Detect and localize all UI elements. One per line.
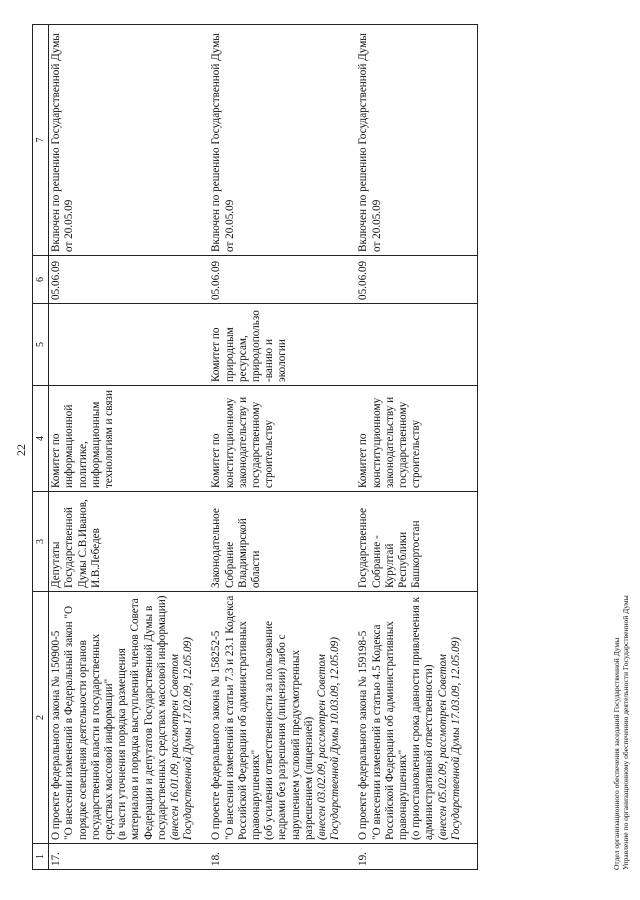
col-header-5: 5 (33, 304, 49, 386)
initiator: Депутаты Государственной Думы С.В.Иванов, И.В.Лебедев (49, 492, 210, 592)
date: 05.06.09 (49, 256, 210, 304)
decision: Включен по решению Государственной Думы от 20.05.09 (49, 25, 210, 256)
col-header-2: 2 (33, 592, 49, 844)
initiator: Законодательное Собрание Владимирской области (209, 492, 356, 592)
co-committee (356, 304, 477, 386)
bill-note: (в части уточнения порядка размещения материалов и порядка выступлений членов Совета Федерации и депутатов Государственной Думы в государственных средствах массовой информации) (116, 595, 168, 840)
header-row (33, 25, 49, 870)
bill-title: О проекте федерального закона № 159198-5 (357, 630, 370, 840)
page-number: 22 (14, 444, 28, 456)
col-header-3: 3 (33, 492, 49, 592)
bill-description (356, 592, 477, 844)
bill-status: (внесен 03.02.09, рассмотрен Советом Государственной Думы 10.03.09, 12.05.09) (316, 637, 342, 840)
co-committee: Комитет по природным ресурсам, природопользо-ванию и экологии (209, 304, 356, 386)
footer (612, 595, 630, 870)
bill-name: "О внесении изменений в статью 4.5 Кодекса Российской Федерации об административных правонарушениях" (370, 621, 410, 840)
table-row (356, 25, 477, 870)
bill-title: О проекте федерального закона № 150900-5 (50, 630, 63, 840)
decision: Включен по решению Государственной Думы от 20.05.09 (356, 25, 477, 256)
bill-note: (о приостановлении срока давности привлечения к административной ответственности) (410, 596, 436, 840)
row-number: 19. (356, 844, 477, 870)
col-header-4: 4 (33, 386, 49, 492)
col-header-6: 6 (33, 256, 49, 304)
date: 05.06.09 (209, 256, 356, 304)
bill-note: (об усилении ответственности за пользование недрами без разрешения (лицензии) либо с нарушением условий предусмотренных разрешением (лицензией) (263, 620, 315, 840)
responsible-committee: Комитет по конституционному законодательству и государственному строительству (209, 386, 356, 492)
bill-title: О проекте федерального закона № 158252-5 (210, 630, 223, 840)
table-row (209, 25, 356, 870)
bills-table (32, 24, 478, 870)
date: 05.06.09 (356, 256, 477, 304)
responsible-committee: Комитет по конституционному законодательству и государственному строительству (356, 386, 477, 492)
initiator: Государственное Собрание - Курултай Республики Башкортостан (356, 492, 477, 592)
footer-line-1: Отдел организационного обеспечения заседаний Государственной Думы (612, 637, 621, 870)
bill-description (209, 592, 356, 844)
bill-description (49, 592, 210, 844)
bill-status: (внесен 05.02.09, рассмотрен Советом Государственной Думы 17.03.09, 12.05.09) (436, 637, 462, 840)
bill-name: "О внесении изменений в статьи 7.3 и 23.1 Кодекса Российской Федерации об административных правонарушениях" (223, 595, 263, 840)
col-header-1: 1 (33, 844, 49, 870)
decision: Включен по решению Государственной Думы от 20.05.09 (209, 25, 356, 256)
row-number: 18. (209, 844, 356, 870)
responsible-committee: Комитет по информационной политике, информационным технологиям и связи (49, 386, 210, 492)
col-header-7: 7 (33, 25, 49, 256)
bill-status: (внесен 16.01.09, рассмотрен Советом Государственной Думы 17.02.09, 12.05.09) (169, 637, 195, 840)
row-number: 17. (49, 844, 210, 870)
table-row (49, 25, 210, 870)
co-committee (49, 304, 210, 386)
bill-name: "О внесении изменений в Федеральный закон "О порядке освещения деятельности органов государственной власти в государственных средствах массовой информации" (63, 605, 116, 840)
footer-line-2: Управление по организационному обеспечению деятельности Государственной Думы (621, 595, 630, 870)
